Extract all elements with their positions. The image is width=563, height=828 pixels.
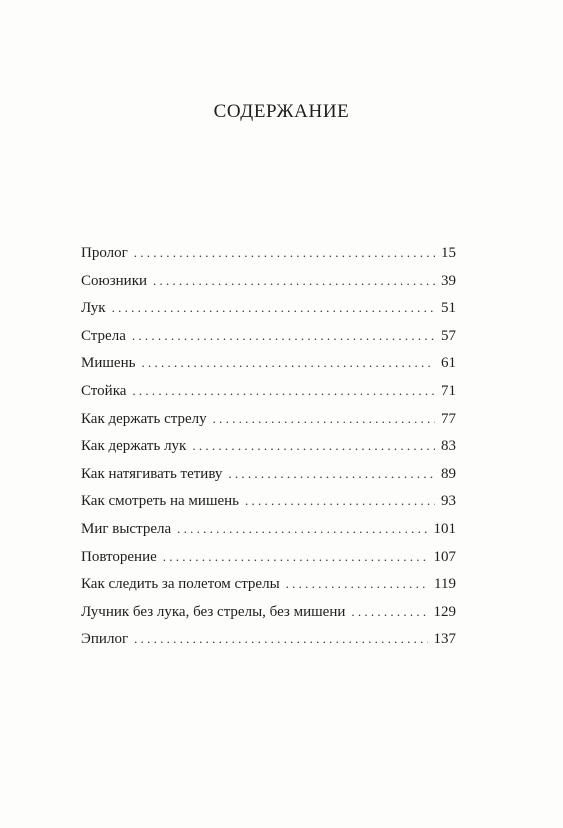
toc-entry-page: 83: [441, 438, 456, 455]
toc-leader-dots: [192, 438, 435, 454]
toc-leader-dots: [351, 604, 427, 620]
toc-leader-dots: [134, 631, 427, 647]
toc-leader-dots: [141, 355, 435, 371]
toc-leader-dots: [177, 521, 427, 537]
toc-entry-page: 77: [441, 410, 456, 427]
toc-entry-title: Лук: [81, 300, 106, 317]
toc-entry-page: 71: [441, 382, 456, 399]
toc-leader-dots: [228, 466, 435, 482]
toc-entry: [81, 245, 456, 273]
toc-leader-dots: [213, 411, 435, 427]
toc-entry-page: 39: [441, 272, 456, 289]
toc-entry-page: 89: [441, 465, 456, 482]
toc-entry: [81, 438, 456, 466]
toc-entry-title: Пролог: [81, 245, 128, 261]
toc-entry-title: Как смотреть на мишень: [81, 493, 240, 510]
toc-entry-title: Стойка: [81, 382, 127, 399]
toc-leader-dots: [163, 549, 428, 565]
toc-entry-page: 101: [433, 520, 456, 537]
toc-entry: [81, 273, 456, 301]
toc-entry-title: Миг выстрела: [81, 520, 172, 537]
toc-entry-page: 15: [441, 245, 456, 261]
toc-entry: [81, 411, 456, 439]
toc-entry-page: 107: [433, 548, 456, 565]
toc-entry-title: Эпилог: [81, 631, 129, 648]
toc-entry-title: Повторение: [81, 548, 157, 565]
toc-entry: [81, 549, 456, 577]
toc-entry: [81, 383, 456, 411]
toc-entry: [81, 604, 456, 632]
toc-entry-title: Стрела: [81, 327, 126, 344]
toc-entry-title: Союзники: [81, 272, 148, 289]
toc-entry: [81, 328, 456, 356]
toc-entry: [81, 355, 456, 383]
toc-entry: [81, 300, 456, 328]
toc-entry-page: 57: [441, 327, 456, 344]
toc-leader-dots: [132, 328, 435, 344]
toc-entry-title: Мишень: [81, 355, 136, 372]
toc-entry-title: Как натягивать тетиву: [81, 465, 223, 482]
toc-entry-page: 119: [434, 576, 456, 593]
toc-leader-dots: [245, 493, 435, 509]
toc-leader-dots: [286, 576, 428, 592]
toc-leader-dots: [134, 245, 435, 261]
table-of-contents: [81, 245, 456, 659]
toc-entry: [81, 631, 456, 659]
toc-entry-page: 93: [441, 493, 456, 510]
contents-heading: СОДЕРЖАНИЕ: [213, 101, 350, 122]
toc-leader-dots: [132, 383, 435, 399]
toc-entry-page: 61: [441, 355, 456, 372]
toc-entry-page: 137: [433, 631, 456, 648]
toc-entry: [81, 521, 456, 549]
toc-entry: [81, 576, 456, 604]
toc-entry-title: Лучник без лука, без стрелы, без мишени: [81, 603, 346, 620]
toc-entry-page: 51: [441, 300, 456, 317]
toc-entry-title: Как держать стрелу: [81, 410, 207, 427]
toc-leader-dots: [112, 300, 435, 316]
toc-entry: [81, 466, 456, 494]
toc-entry-page: 129: [433, 603, 456, 620]
toc-entry-title: Как держать лук: [81, 438, 187, 455]
toc-entry-title: Как следить за полетом стрелы: [81, 576, 280, 593]
toc-entry: [81, 493, 456, 521]
toc-leader-dots: [153, 273, 435, 289]
